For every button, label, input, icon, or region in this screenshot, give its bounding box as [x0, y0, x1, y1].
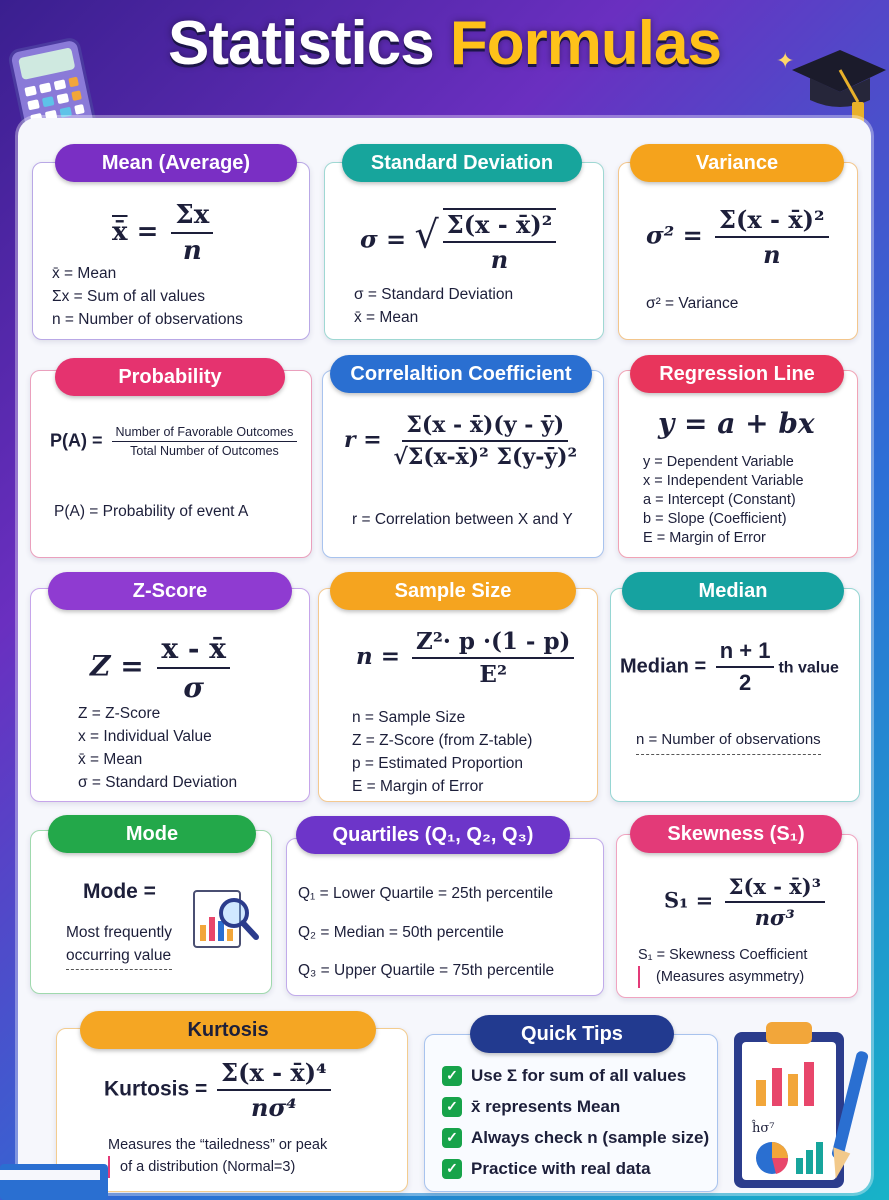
stddev-definitions: σ = Standard Deviation x̄ = Mean — [354, 286, 514, 326]
skewness-formula: S₁ = $\frac{\text{Σ(x - x̄)³}}{\text{nσ³}}$ — [664, 874, 829, 930]
kurtosis-definitions: Measures the “tailedness” or peak of a distribution (Normal=3) — [108, 1134, 327, 1178]
skewness-header: Skewness (S₁) — [630, 815, 842, 853]
samplesize-formula: n = $\frac{\text{Z²· p ·(1 - p)}}{\text{E²}}$ — [356, 628, 578, 688]
mode-formula: Mode = — [83, 880, 156, 903]
correlation-formula: r = $\frac{\Sigma(x - x̄)(y - ȳ)}{\text{√Σ(x-x̄)² Σ(y-ȳ)²}}$ — [344, 412, 578, 470]
zscore-definitions: Z = Z-Score x = Individual Value x̄ = Mean σ = Standard Deviation — [78, 705, 238, 791]
zscore-formula: Z = $\frac{x - x̄}{\sigma}$ — [90, 632, 234, 704]
probability-card — [30, 370, 312, 558]
probability-definitions: P(A) = Probability of event A — [54, 503, 249, 520]
tip-item: ✓ Use Σ for sum of all values — [442, 1060, 709, 1091]
zscore-header: Z-Score — [48, 572, 292, 610]
mean-header: Mean (Average) — [55, 144, 297, 182]
check-icon: ✓ — [442, 1128, 462, 1148]
samplesize-header: Sample Size — [330, 572, 576, 610]
variance-formula: σ² = $\frac{\text{Σ(x - x̄)²}}{n}$ — [646, 205, 833, 269]
tips-header: Quick Tips — [470, 1015, 674, 1053]
mean-formula: x̄ = $\frac{\Sigma x}{n}$ — [112, 200, 217, 266]
regression-definitions: y = Dependent Variable x = Independent Variable a = Intercept (Constant) b = Slope (Coefficient) E = Margin of Error — [643, 454, 804, 546]
clipboard-chart-icon — [726, 1010, 886, 1198]
book-icon — [0, 1160, 110, 1200]
samplesize-definitions: n = Sample Size Z = Z-Score (from Z-table) p = Estimated Proportion E = Margin of Error — [352, 709, 533, 795]
median-header: Median — [622, 572, 844, 610]
clipboard-label: ĥσ⁷ — [752, 1121, 775, 1136]
tip-item: ✓ x̄ represents Mean — [442, 1091, 709, 1122]
check-icon: ✓ — [442, 1097, 462, 1117]
correlation-definitions: r = Correlation between X and Y — [352, 511, 573, 528]
stddev-formula: σ = √ $\frac{\text{Σ(x - x̄)²}}{n}$ — [360, 208, 560, 274]
tip-item: ✓ Practice with real data — [442, 1153, 709, 1184]
mode-description: Most frequently occurring value — [66, 921, 172, 970]
median-definitions: n = Number of observations — [636, 728, 821, 755]
correlation-header: Correlaltion Coefficient — [330, 355, 592, 393]
title-part-2: Formulas — [449, 9, 721, 78]
probability-header: Probability — [55, 358, 285, 396]
check-icon: ✓ — [442, 1159, 462, 1179]
kurtosis-formula: Kurtosis = $\frac{\text{Σ(x - x̄)⁴}}{\text{nσ⁴}}$ — [104, 1058, 335, 1122]
median-formula: Median = $\frac{n + 1}{2}$ th value — [620, 638, 839, 695]
magnifier-chart-icon — [190, 885, 262, 957]
check-icon: ✓ — [442, 1066, 462, 1086]
tips-list — [442, 1060, 709, 1184]
title-part-1: Statistics — [168, 9, 434, 78]
probability-formula: P(A) = $\frac{\text{Number of Favorable Outcomes}}{\text{Total Number of Outcomes}}$ — [50, 425, 301, 458]
stddev-header: Standard Deviation — [342, 144, 582, 182]
skewness-definitions: S₁ = Skewness Coefficient (Measures asymmetry) — [638, 944, 807, 988]
mode-header: Mode — [48, 815, 256, 853]
tip-item: ✓ Always check n (sample size) — [442, 1122, 709, 1153]
regression-header: Regression Line — [630, 355, 844, 393]
svg-text:✦: ✦ — [776, 49, 795, 74]
quartiles-header: Quartiles (Q₁, Q₂, Q₃) — [296, 816, 570, 854]
regression-formula: y = a + bx — [658, 407, 815, 440]
page-title — [0, 8, 889, 79]
variance-header: Variance — [630, 144, 844, 182]
mean-definitions: x̄ = Mean Σx = Sum of all values n = Number of observations — [52, 265, 243, 328]
variance-definitions: σ² = Variance — [646, 295, 739, 312]
quartiles-definitions: Q₁ = Lower Quartile = 25th percentile Q₂ = Median = 50th percentile Q₃ = Upper Quartile = 75th percentile — [298, 885, 555, 979]
kurtosis-header: Kurtosis — [80, 1011, 376, 1049]
